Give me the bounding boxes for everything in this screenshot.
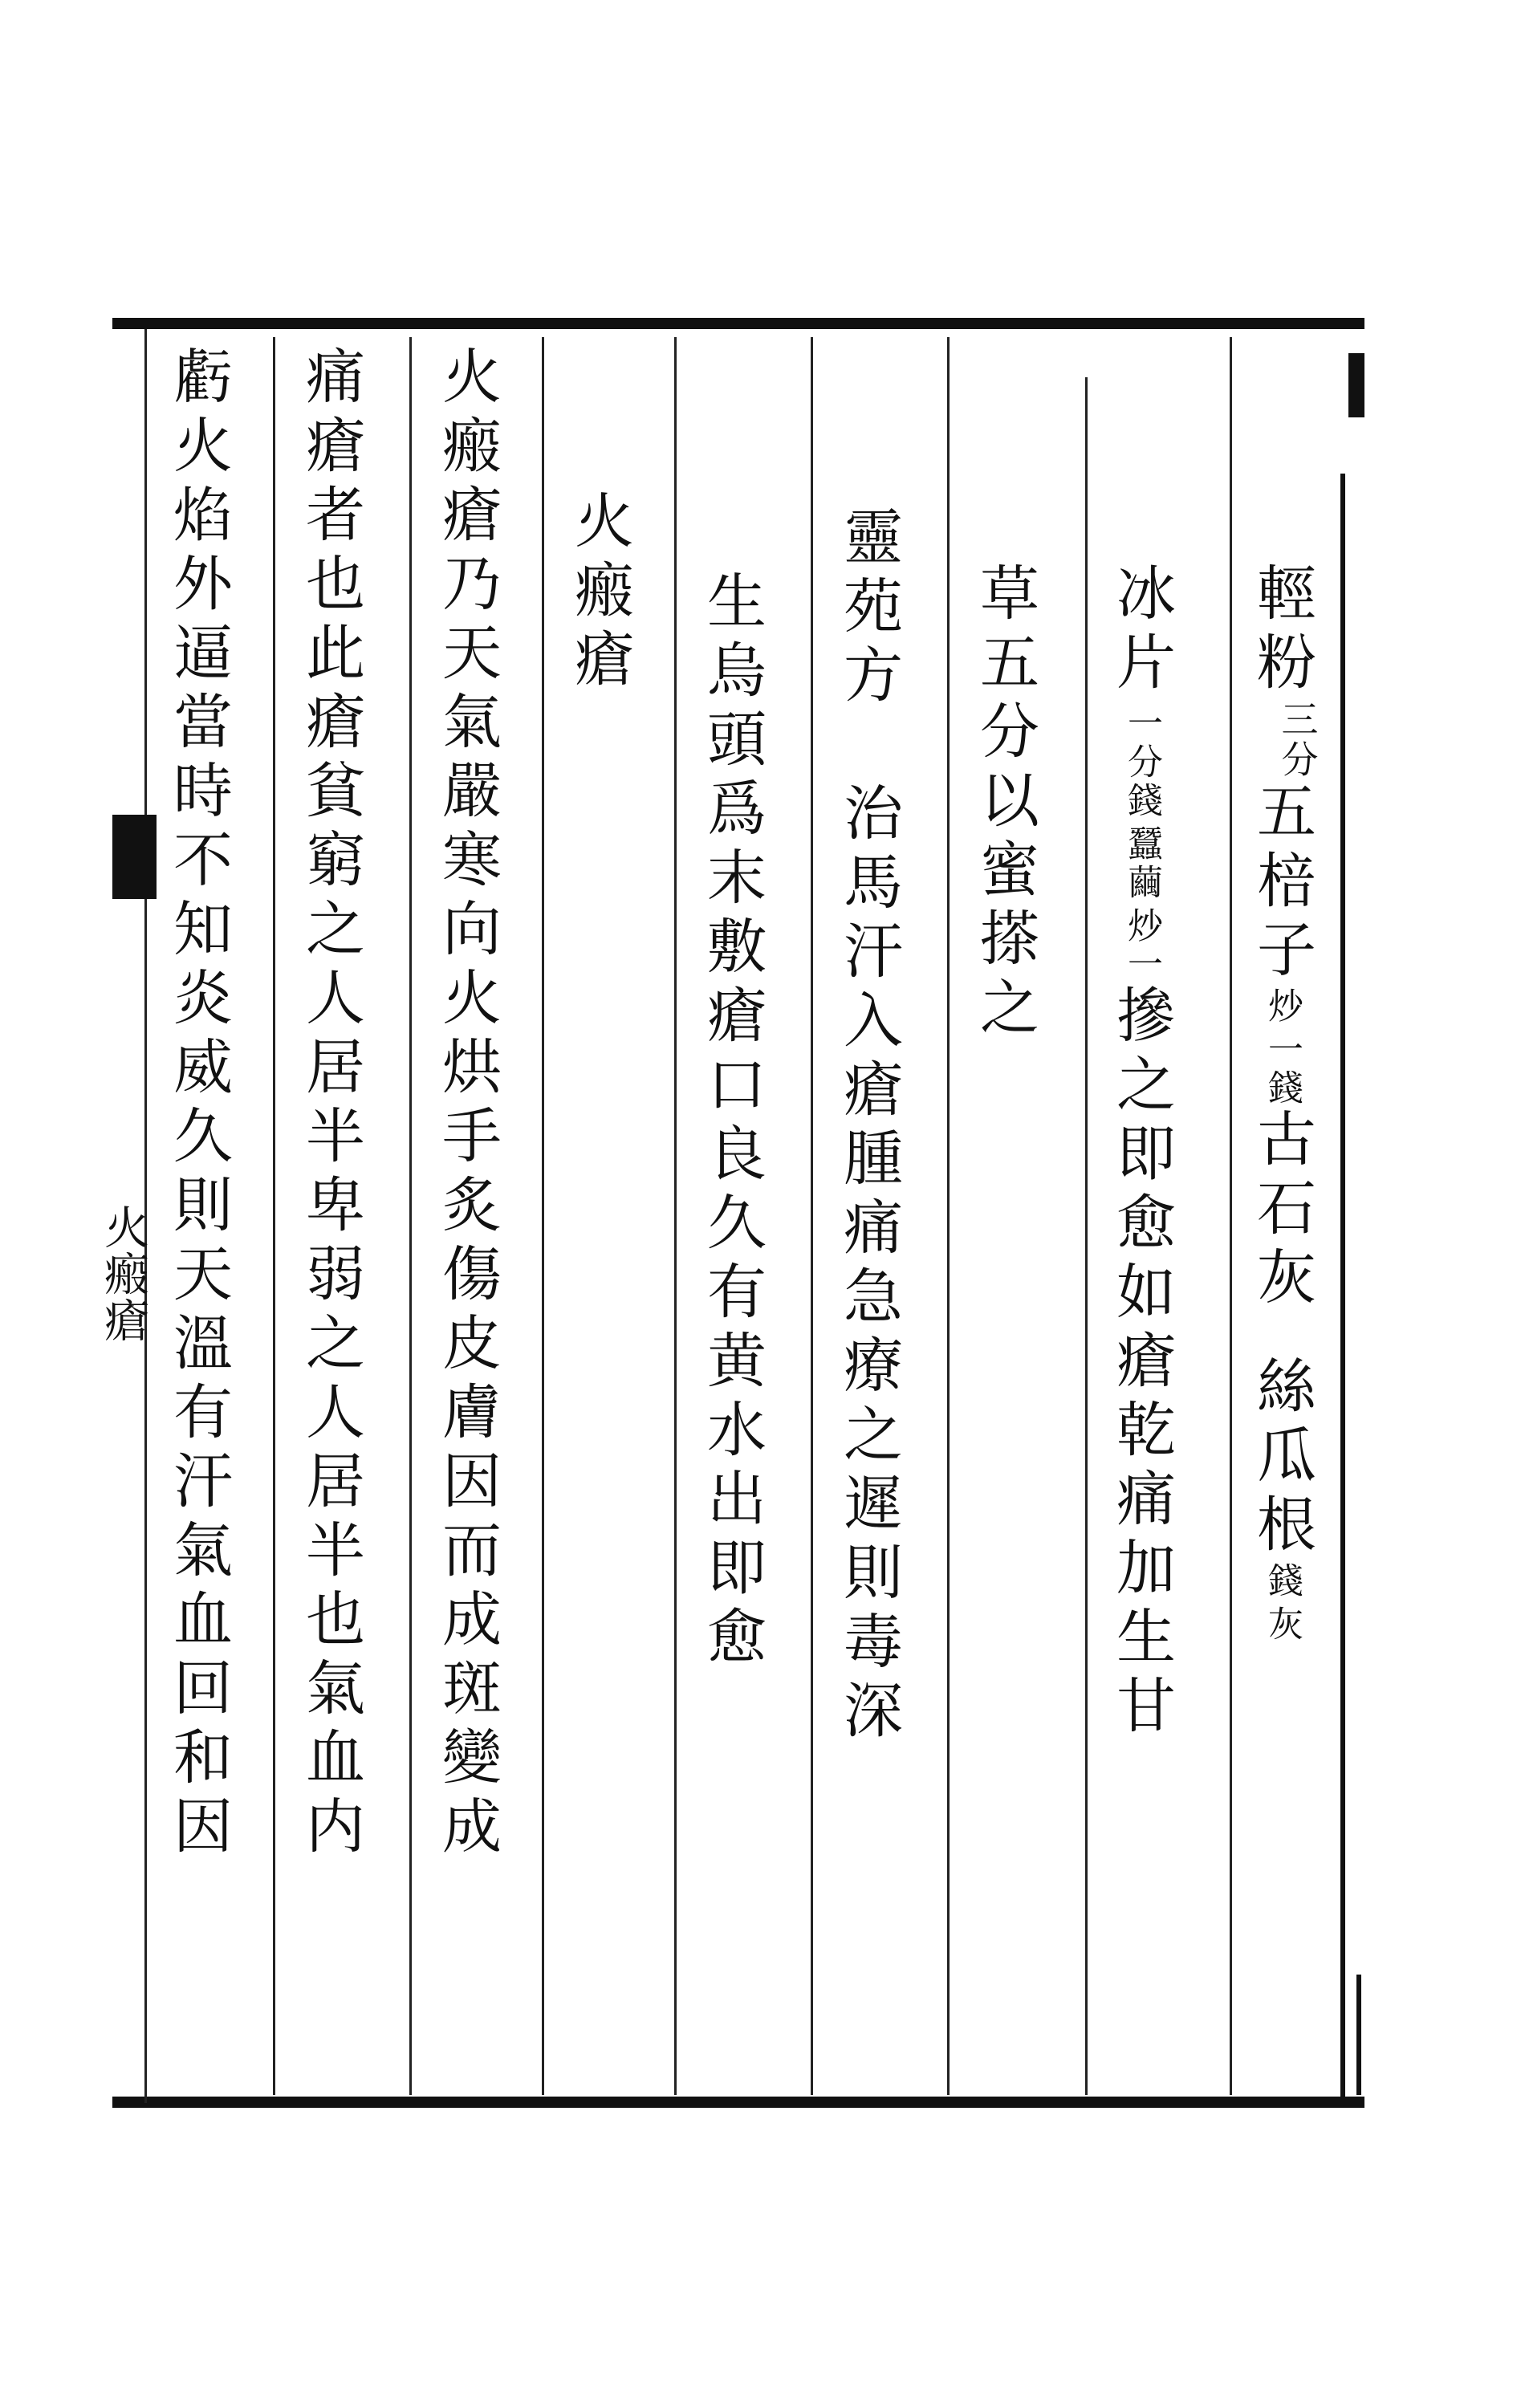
text-main: 五棓子 bbox=[1247, 780, 1316, 987]
note-line: 炒 bbox=[1262, 987, 1303, 1026]
text-column-8 bbox=[297, 345, 364, 1864]
column-divider bbox=[947, 337, 950, 2095]
text-main: 絲瓜根 bbox=[1247, 1355, 1316, 1562]
text-column-7 bbox=[433, 345, 501, 1864]
text-column-5 bbox=[698, 570, 766, 1674]
column-divider bbox=[273, 337, 275, 2095]
text-column-9 bbox=[165, 345, 232, 1864]
text-column-2 bbox=[1108, 562, 1175, 1743]
fold-label: 火瘢瘡 bbox=[97, 1204, 149, 1344]
column-divider bbox=[1230, 337, 1232, 2095]
column-divider bbox=[811, 337, 813, 2095]
note-line: 炒一 bbox=[1121, 907, 1162, 984]
text-main: 生烏頭爲末敷瘡口良久有黄水出即愈 bbox=[697, 570, 767, 1674]
text-main: 冰片 bbox=[1107, 562, 1176, 700]
edge-ink-mark bbox=[1348, 353, 1364, 417]
column-divider bbox=[1085, 377, 1088, 2095]
text-main: 火瘢瘡 bbox=[565, 490, 634, 697]
note-line: 錢 bbox=[1262, 1562, 1303, 1601]
column-divider bbox=[409, 337, 412, 2095]
top-border-rule bbox=[112, 318, 1364, 329]
right-border-rule bbox=[1340, 474, 1345, 2103]
column-divider bbox=[674, 337, 677, 2095]
text-note-pair bbox=[1263, 1562, 1301, 1644]
text-note-pair bbox=[1122, 902, 1161, 984]
text-main: 靈苑方 治馬汗入瘡腫痛急療之遲則毒深 bbox=[834, 506, 903, 1748]
text-main: 摻之即愈如瘡乾痛加生甘 bbox=[1107, 984, 1176, 1743]
text-column-3 bbox=[971, 562, 1039, 1045]
column-divider bbox=[542, 337, 544, 2095]
text-note-pair bbox=[1263, 987, 1301, 1108]
text-main: 輕粉 bbox=[1247, 562, 1316, 700]
text-main: 草五分以蜜搽之 bbox=[970, 562, 1039, 1045]
bottom-border-rule bbox=[112, 2097, 1364, 2108]
fold-fishtail-mark bbox=[112, 815, 157, 899]
text-main: 火瘢瘡乃天氣嚴寒向火烘手炙傷皮膚因而成斑變成 bbox=[433, 345, 502, 1864]
text-main: 痛瘡者也此瘡貧窮之人居半卑弱之人居半也氣血内 bbox=[296, 345, 365, 1864]
text-main: 古石灰 bbox=[1247, 1108, 1316, 1315]
text-column-1 bbox=[1248, 562, 1331, 1644]
text-note-pair bbox=[1122, 782, 1161, 902]
note-line: 灰 bbox=[1262, 1605, 1303, 1644]
text-column-4 bbox=[835, 506, 902, 1748]
note-line: 一錢 bbox=[1262, 1031, 1303, 1108]
edge-ink-mark bbox=[1356, 1975, 1361, 2095]
note-line: 一分 bbox=[1121, 705, 1162, 782]
text-note-pair bbox=[1122, 700, 1161, 782]
note-line: 蠶繭 bbox=[1121, 825, 1162, 902]
text-note bbox=[1263, 1315, 1331, 1355]
section-heading bbox=[566, 490, 633, 697]
text-note: 三分 bbox=[1275, 700, 1320, 780]
note-line: 錢 bbox=[1121, 782, 1162, 820]
text-main: 虧火焰外逼當時不知炎威久則天溫有汗氣血回和因 bbox=[164, 345, 233, 1864]
